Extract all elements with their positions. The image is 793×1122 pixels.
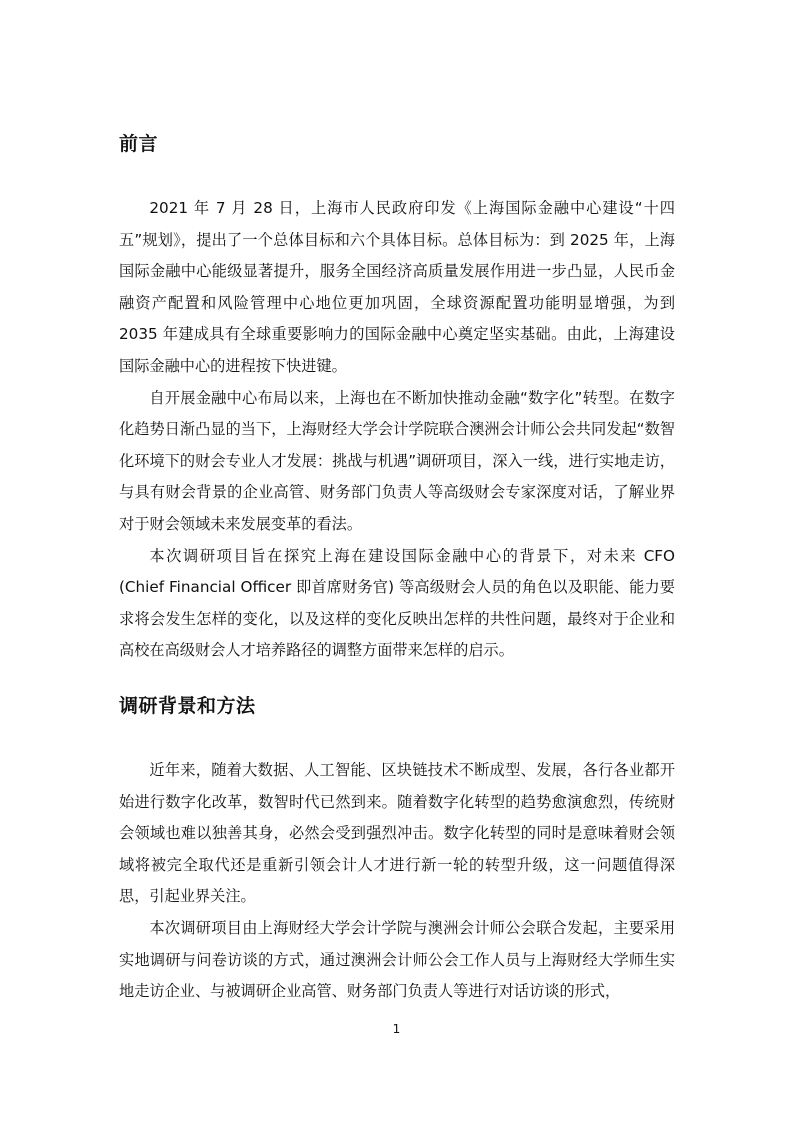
page-number: 1 <box>392 1022 401 1036</box>
section-heading-background-methods: 调研背景和方法 <box>119 695 256 717</box>
paragraph: 本次调研项目由上海财经大学会计学院与澳洲会计师公会联合发起，主要采用实地调研与问卷访谈的方式，通过澳洲会计师公会工作人员与上海财经大学师生实地走访企业、与被调研企业高管、财务部门负责人等进行对话访谈的形式， <box>119 918 675 1001</box>
paragraph: 自开展金融中心布局以来，上海也在不断加快推动金融“数字化”转型。在数字化趋势日渐凸显的当下，上海财经大学会计学院联合澳洲会计师公会共同发起“数智化环境下的财会专业人才发展：挑战与机遇”调研项目，深入一线，进行实地走访，与具有财会背景的企业高管、财务部门负责人等高级财会专家深度对话，了解业界对于财会领域未来发展变革的看法。 <box>119 388 675 533</box>
section-body-preface <box>119 193 675 667</box>
section-heading-preface: 前言 <box>119 133 159 155</box>
paragraph: 近年来，随着大数据、人工智能、区块链技术不断成型、发展，各行各业都开始进行数字化改革，数智时代已然到来。随着数字化转型的趋势愈演愈烈，传统财会领域也难以独善其身，必然会受到强烈冲击。数字化转型的同时是意味着财会领域将被完全取代还是重新引领会计人才进行新一轮的转型升级，这一问题值得深思，引起业界关注。 <box>119 761 675 906</box>
paragraph: 本次调研项目旨在探究上海在建设国际金融中心的背景下，对未来 CFO (Chief Financial Officer 即首席财务官) 等高级财会人员的角色以及职能、能力要求将会发生怎样的变化，以及这样的变化反映出怎样的共性问题，最终对于企业和高校在高级财会人才培养路径的调整方面带来怎样的启示。 <box>119 546 675 660</box>
section-body-background-methods <box>119 755 675 1008</box>
paragraph: 2021 年 7 月 28 日，上海市人民政府印发《上海国际金融中心建设“十四五”规划》，提出了一个总体目标和六个具体目标。总体目标为：到 2025 年，上海国际金融中心能级显著提升，服务全国经济高质量发展作用进一步凸显，人民币金融资产配置和风险管理中心地位更加巩固，全球资源配置功能明显增强，为到 2035 年建成具有全球重要影响力的国际金融中心奠定坚实基础。由此，上海建设国际金融中心的进程按下快进键。 <box>119 199 675 375</box>
